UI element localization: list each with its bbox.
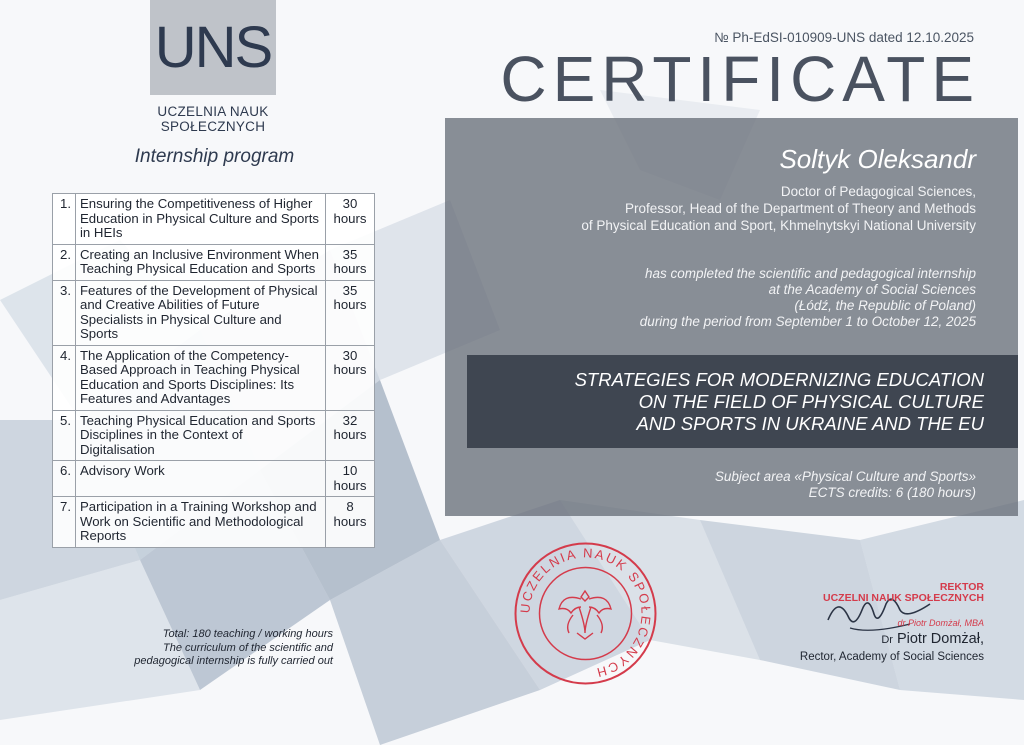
- total-line: Total: 180 teaching / working hours: [162, 628, 333, 640]
- program-table: [52, 193, 375, 548]
- hours-value: 30: [342, 196, 358, 211]
- signer-name: [724, 631, 984, 647]
- item-number: 4.: [53, 345, 76, 410]
- table-row: [53, 497, 375, 548]
- rector-stamp-name: dr Piotr Domżał, MBA: [897, 618, 984, 628]
- hours-unit: hours: [333, 261, 367, 276]
- completion-line: has completed the scientific and pedagogical internship: [645, 266, 976, 281]
- item-number: 7.: [53, 497, 76, 548]
- table-row: [53, 244, 375, 280]
- item-hours: [326, 497, 375, 548]
- completion-statement: [516, 266, 976, 330]
- rector-stamp-university: UCZELNI NAUK SPOŁECZNYCH: [822, 592, 984, 604]
- certificate-number: № Ph-EdSI-010909-UNS dated 12.10.2025: [714, 30, 974, 45]
- curriculum-line: The curriculum of the scientific and: [163, 641, 333, 654]
- table-row: [53, 280, 375, 345]
- item-topic: The Application of the Competency-Based Approach in Teaching Physical Education and Sports Disciplines: Its Features and Advantages: [76, 345, 326, 410]
- item-number: 2.: [53, 244, 76, 280]
- completion-line: (Łódź, the Republic of Poland): [794, 298, 976, 313]
- seal-text: UCZELNIA NAUK SPOŁECZNYCH: [517, 545, 654, 681]
- degree-line: of Physical Education and Sport, Khmelnytskyi National University: [581, 218, 976, 233]
- recipient-name: Soltyk Oleksandr: [779, 144, 976, 174]
- hours-unit: hours: [333, 362, 367, 377]
- table-row: [53, 410, 375, 461]
- subject-area-line: Subject area «Physical Culture and Sports»: [714, 469, 976, 484]
- subject-area: [516, 469, 976, 501]
- eagle-emblem-icon: [559, 591, 611, 639]
- course-title: [464, 369, 984, 435]
- item-number: 1.: [53, 194, 76, 245]
- signature-block: [724, 582, 984, 663]
- course-line: STRATEGIES FOR MODERNIZING EDUCATION: [574, 369, 984, 390]
- item-topic: Participation in a Training Workshop and Work on Scientific and Methodological Reports: [76, 497, 326, 548]
- item-hours: [326, 244, 375, 280]
- table-row: [53, 461, 375, 497]
- program-title: Internship program: [134, 146, 295, 167]
- svg-text:UCZELNIA NAUK SPOŁECZNYCH: [517, 545, 653, 680]
- item-hours: [326, 345, 375, 410]
- item-hours: [326, 410, 375, 461]
- table-row: [53, 345, 375, 410]
- hours-value: 35: [342, 282, 358, 298]
- course-line: AND SPORTS IN UKRAINE AND THE EU: [636, 413, 984, 434]
- university-name: UCZELNIA NAUK SPOŁECZNYCH: [157, 104, 269, 134]
- ects-credits: ECTS credits: 6 (180 hours): [808, 485, 976, 500]
- signer-title-prefix: Dr: [881, 634, 893, 646]
- hours-value: 10: [342, 463, 358, 478]
- hours-value: 35: [342, 246, 358, 262]
- hours-value: 32: [342, 412, 358, 428]
- certificate-title: CERTIFICATE: [500, 43, 980, 115]
- hours-unit: hours: [333, 427, 367, 442]
- item-topic: Ensuring the Competitiveness of Higher Education in Physical Culture and Sports in HEIs: [76, 194, 326, 245]
- hours-unit: hours: [333, 210, 367, 226]
- university-seal-stamp: [513, 541, 658, 686]
- recipient-degree: [516, 183, 976, 234]
- degree-line: Doctor of Pedagogical Sciences,: [780, 184, 976, 199]
- hours-unit: hours: [333, 297, 367, 312]
- item-topic: Creating an Inclusive Environment When Teaching Physical Education and Sports: [76, 244, 326, 280]
- signer-full-name: Piotr Domżał,: [896, 631, 984, 647]
- course-line: ON THE FIELD OF PHYSICAL CULTURE: [638, 391, 984, 412]
- hours-value: 30: [342, 347, 358, 363]
- item-number: 5.: [53, 410, 76, 461]
- hours-unit: hours: [333, 477, 367, 493]
- item-number: 6.: [53, 461, 76, 497]
- table-row: [53, 194, 375, 245]
- item-topic: Teaching Physical Education and Sports Disciplines in the Context of Digitalisation: [76, 410, 326, 461]
- item-number: 3.: [53, 280, 76, 345]
- curriculum-line-2: pedagogical internship is fully carried out: [134, 655, 333, 667]
- hours-value: 8: [346, 499, 354, 514]
- item-hours: [326, 461, 375, 497]
- signer-role: Rector, Academy of Social Sciences: [799, 651, 984, 663]
- hours-unit: hours: [333, 513, 367, 529]
- logo-letters: UNS: [154, 15, 272, 80]
- completion-line: at the Academy of Social Sciences: [768, 282, 976, 297]
- item-topic: Features of the Development of Physical and Creative Abilities of Future Specialists in Physical Culture and Sports: [76, 280, 326, 345]
- total-hours-note: [100, 628, 333, 669]
- rector-stamp-title: REKTOR: [939, 581, 984, 593]
- item-hours: [326, 280, 375, 345]
- item-hours: [326, 194, 375, 245]
- degree-line: Professor, Head of the Department of Theory and Methods: [625, 201, 976, 216]
- completion-line: during the period from September 1 to October 12, 2025: [639, 314, 976, 329]
- item-topic: Advisory Work: [76, 461, 326, 497]
- university-logo: [150, 0, 276, 95]
